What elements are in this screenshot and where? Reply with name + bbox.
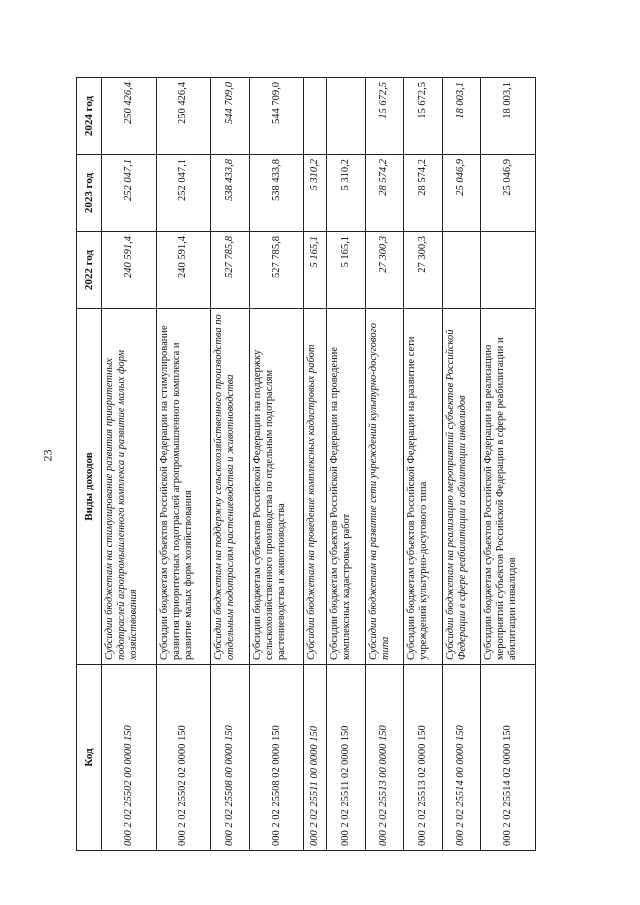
table-row bbox=[481, 78, 536, 851]
name-cell: Субсидии бюджетам на проведение комплексных кадастровых работ bbox=[304, 309, 327, 665]
value-2022-cell: 5 165,1 bbox=[304, 232, 327, 309]
table-row bbox=[404, 78, 443, 851]
code-cell: 000 2 02 25514 00 0000 150 bbox=[442, 665, 481, 851]
value-2023-cell: 252 047,1 bbox=[156, 155, 211, 232]
header-2022: 2022 год bbox=[77, 232, 102, 309]
value-2024-cell: 15 672,5 bbox=[404, 78, 443, 155]
value-2023-cell: 538 433,8 bbox=[249, 155, 304, 232]
value-2024-cell bbox=[326, 78, 365, 155]
value-2022-cell: 5 165,1 bbox=[326, 232, 365, 309]
value-2022-cell: 27 300,3 bbox=[365, 232, 404, 309]
name-cell: Субсидии бюджетам на развитие сети учреждений культурно-досугового типа bbox=[365, 309, 404, 665]
name-cell: Субсидии бюджетам на стимулирование развития приоритетных подотраслей агропромышленного комплекса и развитие малых форм хозяйствования bbox=[102, 309, 157, 665]
value-2022-cell: 527 785,8 bbox=[211, 232, 250, 309]
table-row bbox=[249, 78, 304, 851]
value-2022-cell: 527 785,8 bbox=[249, 232, 304, 309]
name-cell: Субсидии бюджетам субъектов Российской Федерации на стимулирование развития приоритетных подотраслей агропромышленного комплекса и развитие малых форм хозяйствования bbox=[156, 309, 211, 665]
page-number: 23 bbox=[40, 449, 55, 462]
code-cell: 000 2 02 25513 00 0000 150 bbox=[365, 665, 404, 851]
value-2024-cell: 544 709,0 bbox=[211, 78, 250, 155]
value-2022-cell: 240 591,4 bbox=[156, 232, 211, 309]
name-cell: Субсидии бюджетам на поддержку сельскохозяйственного производства по отдельным подотраслям растениеводства и животноводства bbox=[211, 309, 250, 665]
value-2022-cell: 240 591,4 bbox=[102, 232, 157, 309]
code-cell: 000 2 02 25502 00 0000 150 bbox=[102, 665, 157, 851]
table-row bbox=[365, 78, 404, 851]
revenue-table bbox=[76, 77, 536, 851]
name-cell: Субсидии бюджетам субъектов Российской Федерации на проведение комплексных кадастровых работ bbox=[326, 309, 365, 665]
code-cell: 000 2 02 25502 02 0000 150 bbox=[156, 665, 211, 851]
code-cell: 000 2 02 25511 00 0000 150 bbox=[304, 665, 327, 851]
value-2023-cell: 28 574,2 bbox=[404, 155, 443, 232]
table-row bbox=[156, 78, 211, 851]
code-cell: 000 2 02 25508 00 0000 150 bbox=[211, 665, 250, 851]
name-cell: Субсидии бюджетам субъектов Российской Федерации на развитие сети учреждений культурно-досугового типа bbox=[404, 309, 443, 665]
value-2023-cell: 5 310,2 bbox=[326, 155, 365, 232]
value-2024-cell: 250 426,4 bbox=[156, 78, 211, 155]
table-row bbox=[211, 78, 250, 851]
value-2023-cell: 25 046,9 bbox=[481, 155, 536, 232]
table-row bbox=[442, 78, 481, 851]
code-cell: 000 2 02 25508 02 0000 150 bbox=[249, 665, 304, 851]
value-2024-cell: 15 672,5 bbox=[365, 78, 404, 155]
value-2024-cell: 250 426,4 bbox=[102, 78, 157, 155]
name-cell: Субсидии бюджетам субъектов Российской Федерации на поддержку сельскохозяйственного производства по отдельным подотраслям растениеводства и животноводства bbox=[249, 309, 304, 665]
value-2024-cell: 544 709,0 bbox=[249, 78, 304, 155]
table-body bbox=[102, 78, 536, 851]
header-code: Код bbox=[77, 665, 102, 851]
table-row bbox=[304, 78, 327, 851]
value-2023-cell: 5 310,2 bbox=[304, 155, 327, 232]
table-header-row bbox=[77, 78, 102, 851]
value-2023-cell: 25 046,9 bbox=[442, 155, 481, 232]
value-2022-cell: 27 300,3 bbox=[404, 232, 443, 309]
table-row bbox=[102, 78, 157, 851]
name-cell: Субсидии бюджетам субъектов Российской Федерации на реализацию мероприятий субъектов Российской Федерации в сфере реабилитации и абилитации инвалидов bbox=[481, 309, 536, 665]
value-2023-cell: 28 574,2 bbox=[365, 155, 404, 232]
value-2024-cell: 18 003,1 bbox=[481, 78, 536, 155]
value-2022-cell bbox=[481, 232, 536, 309]
header-2023: 2023 год bbox=[77, 155, 102, 232]
header-name: Виды доходов bbox=[77, 309, 102, 665]
code-cell: 000 2 02 25511 02 0000 150 bbox=[326, 665, 365, 851]
value-2024-cell bbox=[304, 78, 327, 155]
name-cell: Субсидии бюджетам на реализацию мероприятий субъектов Российской Федерации в сфере реабилитации и абилитации инвалидов bbox=[442, 309, 481, 665]
value-2023-cell: 538 433,8 bbox=[211, 155, 250, 232]
value-2023-cell: 252 047,1 bbox=[102, 155, 157, 232]
header-2024: 2024 год bbox=[77, 78, 102, 155]
value-2022-cell bbox=[442, 232, 481, 309]
value-2024-cell: 18 003,1 bbox=[442, 78, 481, 155]
code-cell: 000 2 02 25513 02 0000 150 bbox=[404, 665, 443, 851]
table-row bbox=[326, 78, 365, 851]
code-cell: 000 2 02 25514 02 0000 150 bbox=[481, 665, 536, 851]
rotated-table-container bbox=[76, 77, 536, 851]
